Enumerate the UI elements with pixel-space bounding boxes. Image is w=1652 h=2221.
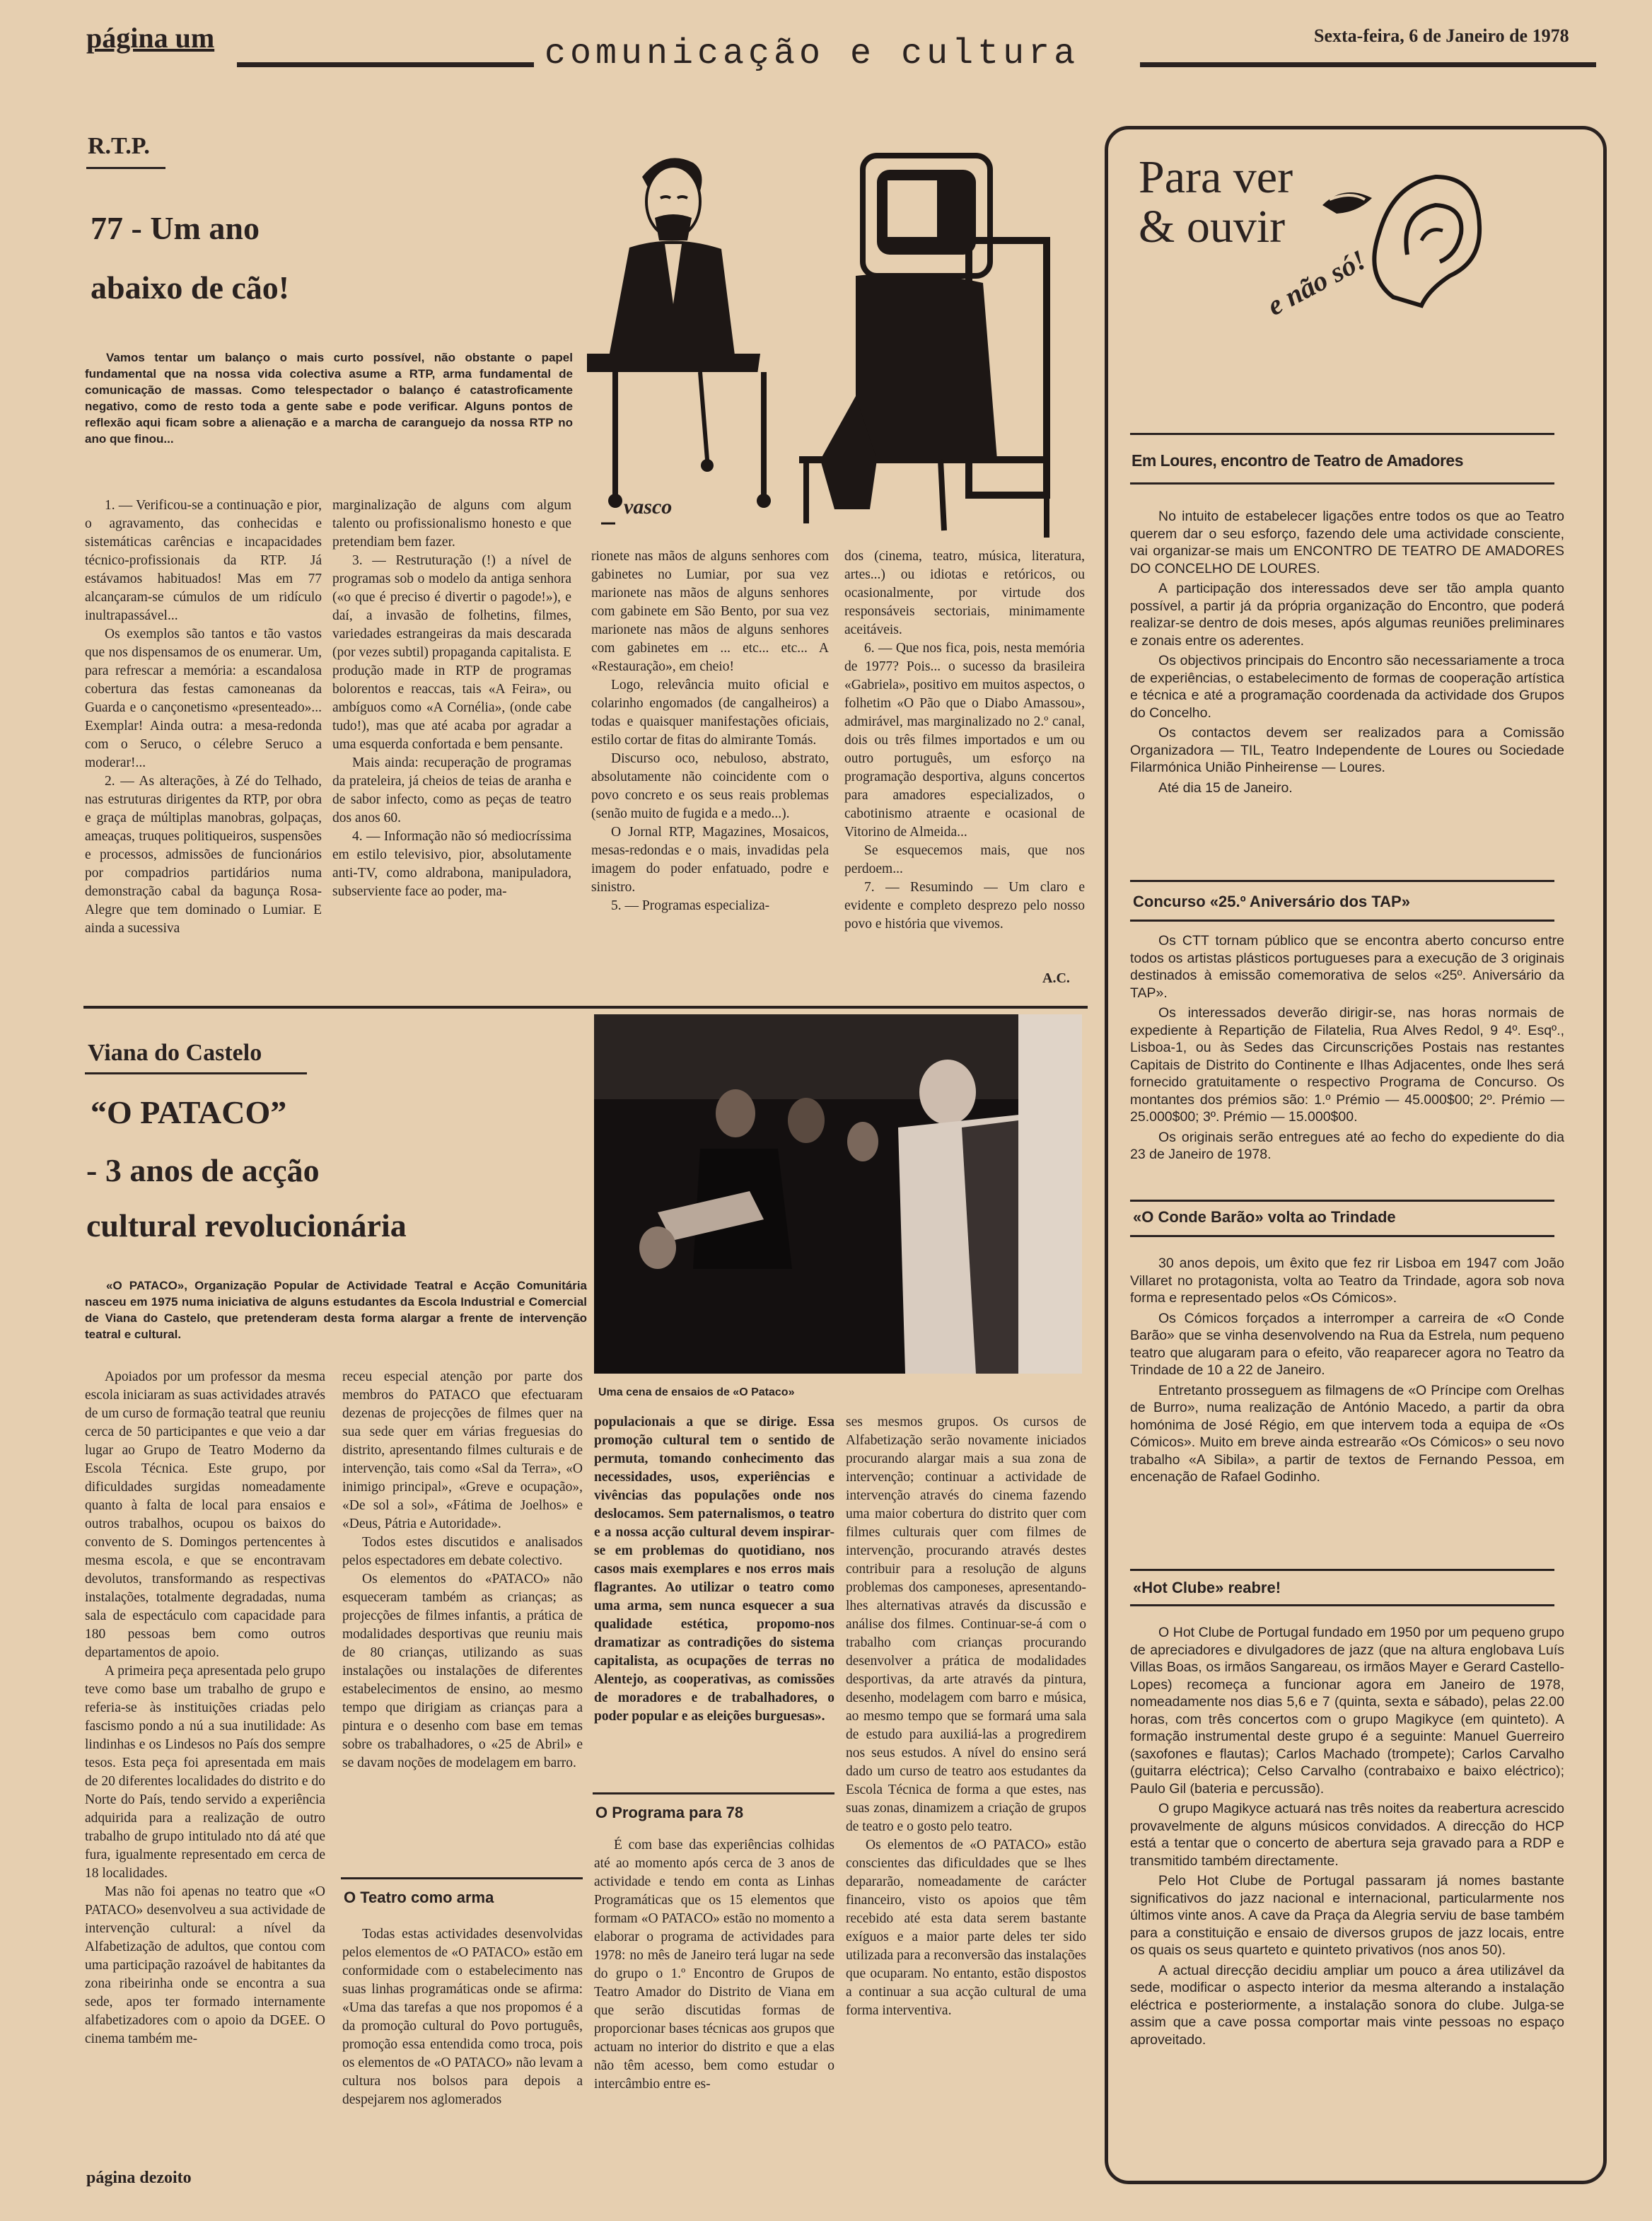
photo-scene bbox=[594, 1014, 1082, 1374]
pataco-c4-p: Os elementos de «O PATACO» estão conscientes das dificuldades que se lhes depararão, nomeadamente de carácter financeiro, visto os apoios que têm recebido até esta data serem bastante exíguos e a maior parte deles ter sido utilizada para a reconversão das instalações que ocuparam. No entanto, estão dispostos a continuar a sua acção cultural de uma forma interventiva. bbox=[846, 1838, 1086, 2018]
sidebar-rule-3b bbox=[1130, 1235, 1554, 1237]
rtp-c3-p: Discurso oco, nebuloso, abstrato, absolutamente não coincidente com o povo concreto e os seus reais problemas (senão muito de fugida e a medo...). bbox=[591, 751, 829, 821]
pataco-c2-p: receu especial atenção por parte dos membros do PATACO que efectuaram dezenas de projecções de filmes quer na sua sede quer em várias freguesias do distrito, apresentando filmes culturais e de intervenção, tais como «Sal da Terra», «O inimigo principal», «Greve e ocupação», «De sol a sol», «Fátima de Joelhos» e «Deus, Pátria e Autoridade». bbox=[342, 1369, 583, 1531]
header-section-title: comunicação e cultura bbox=[545, 34, 1080, 74]
pataco-col-3a bbox=[594, 1413, 834, 1726]
s2-p: Os interessados deverão dirigir-se, nas horas normais de expediente à Repartição de Filatelia, Rua Alves Redol, 9 4º. Esqº., Lisboa-1, ou às Sedes das Circunscrições Postais nas restantes Capitais de Distrito do Continente e Ilhas Adjacentes, onde lhes será fornecido gratuitamente o respectivo Programa de Concurso. Os montantes dos prémios são: 1.º Prémio — 45.000$00; 2º. Prémio — 25.000$00; 3º. Prémio — 15.000$00. bbox=[1130, 1005, 1564, 1125]
pataco-c4-p: ses mesmos grupos. Os cursos de Alfabetização serão novamente iniciados procurando alargar mais a sua zona de intervenção; continuar a actividade de intervenção através do cinema fazendo uma maior cobertura do distrito quer com filmes culturais quer com filmes de intervenção, procurando através destes contribuir para a resolução de alguns problemas dos camponeses, apresentando-lhes alternativas através da discussão e análise dos filmes. Continuar-se-á com o trabalho com crianças procurando desenvolver a prática de modalidades desportivas, da arte através da pintura, desenho, modelagem com barro e música, ao mesmo tempo que se formará uma sala de estudo para auxiliá-las a progredirem nos seus estudos. A nível do ensino será dado um curso de teatro aos estudantes da Escola Técnica de forma a que estes, nas suas zonas, dinamizem a criação de grupos de teatro e o gosto pelo teatro. bbox=[846, 1415, 1086, 1834]
header-page-label: página um bbox=[86, 22, 215, 54]
rtp-c4-p: 7. — Resumindo — Um claro e evidente e completo desprezo pelo nosso povo e história que vivemos. bbox=[844, 880, 1085, 932]
logo-line2: & ouvir bbox=[1139, 201, 1286, 253]
sidebar-rule-1 bbox=[1130, 433, 1554, 435]
sidebar-item-2-title: Concurso «25.º Aniversário dos TAP» bbox=[1133, 893, 1410, 910]
logo-line1: Para ver bbox=[1139, 151, 1293, 203]
rtp-c3-p: Logo, relevância muito oficial e colarinho engomados (de cangalheiros) a todas e quaisquer manifestações oficiais, estilo cortar de fitas do almirante Tomás. bbox=[591, 678, 829, 748]
s3-p: Entretanto prosseguem as filmagens de «O Príncipe com Orelhas de Burro», numa realização de António Macedo, a partir da obra homónima de José Régio, em que intervem toda a equipa de «Os Cómicos». Muito em breve ainda estrearão «Os Cómicos» o seu novo trabalho «A Sibila», a partir de textos de Fernando Pessoa, em encenação de Rafael Godinho. bbox=[1130, 1382, 1564, 1485]
sidebar-item-4-title: «Hot Clube» reabre! bbox=[1133, 1579, 1281, 1596]
s1-p: Os contactos devem ser realizados para a Comissão Organizadora — TIL, Teatro Independente de Loures ou Sociedade Filarmónica União Pinheirense — Loures. bbox=[1130, 725, 1564, 775]
rtp-c2-p: 3. — Restruturação (!) a nível de programas sob o modelo da antiga senhora («o que é preciso é divertir o pagode!»), e daí, a invasão de folhetins, filmes, variedades estrangeiras da mais descarada (por vezes subtil) propaganda capitalista. E produção made in RTP de programas bolorentos e reaccas, tais «A Feira», ou ambíguos como «A Cornélia», (onde cabe tudo!), mas que até acaba por agradar a uma esquerda confortada e bem pensante. bbox=[332, 553, 571, 752]
pataco-kicker-rule bbox=[85, 1072, 307, 1074]
s1-p: Os objectivos principais do Encontro são necessariamente a troca de experiências, o estabelecimento de formas de cooperação artística e técnica e até a programação coordenada da actividade dos Grupos do Concelho. bbox=[1130, 653, 1564, 721]
s1-p: No intuito de estabelecer ligações entre todos os que ao Teatro querem dar o seu esforço, fazendo dele uma actividade consciente, vai organizar-se mais um ENCONTRO DE TEATRO DE AMADORES DO CONCELHO DE LOURES. bbox=[1130, 509, 1564, 576]
rtp-title-line2: abaixo de cão! bbox=[91, 269, 290, 306]
mid-divider bbox=[83, 1006, 1088, 1009]
rtp-c3-p: O Jornal RTP, Magazines, Mosaicos, mesas-redondas e o mais, invadidas pela imagem do poder enfatuado, podre e sinistro. bbox=[591, 825, 829, 895]
header-rule-left bbox=[237, 62, 534, 67]
sidebar-rule-1b bbox=[1130, 482, 1554, 485]
sidebar-item-4-body bbox=[1130, 1624, 1564, 2051]
pataco-col-2a bbox=[342, 1368, 583, 1773]
rtp-col-3 bbox=[591, 547, 829, 915]
pataco-photo bbox=[594, 1014, 1082, 1374]
pataco-title-line3: cultural revolucionária bbox=[86, 1207, 407, 1243]
s1-p: A participação dos interessados deve ser tão ampla quanto possível, a partir já da própria organização do Encontro, que poderá realizar-se dentro de dois meses, após algumas reuniões preliminares e zonais entre os aderentes. bbox=[1130, 581, 1564, 649]
rtp-col-1 bbox=[85, 497, 322, 938]
s2-p: Os CTT tornam público que se encontra aberto concurso entre todos os artistas plásticos portugueses para a execução de 3 originais destinados à emissão comemorativa de selos «25º. Aniversário da TAP». bbox=[1130, 933, 1564, 1001]
s4-p: A actual direcção decidiu ampliar um pouco a área utilizável da sede, modificar o aspecto interior da mesma alterando a instalação eléctrica e posteriormente, a instalação sonora do clube. Julga-se assim que a cave possa comportar mais vinte pessoas no espaço aproveitado. bbox=[1130, 1962, 1564, 2048]
rtp-c4-p: Se esquecemos mais, que nos perdoem... bbox=[844, 843, 1085, 876]
pataco-col-1 bbox=[85, 1368, 325, 2048]
cartoon-signature: vasco bbox=[624, 495, 673, 518]
cartoon-tv-body bbox=[856, 274, 997, 460]
rtp-kicker-rule bbox=[86, 167, 165, 169]
sidebar-rule-3 bbox=[1130, 1200, 1554, 1202]
rtp-c2-p: 4. — Informação não só mediocríssima em estilo televisivo, pior, absolutamente anti-TV, como aldrabona, manipuladora, subserviente face ao poder, ma- bbox=[332, 829, 571, 899]
pataco-col-3b bbox=[594, 1836, 834, 2094]
pataco-c1-p: Apoiados por um professor da mesma escola iniciaram as suas actividades através de um curso de formação teatral que reuniu cerca de 50 participantes e que veio a dar lugar ao Grupo de Teatro Moderno da Escola Técnica. Este grupo, por dificuldades surgidas nomeadamente quanto à falta de local para ensaios e outros trabalhos, ocupou os baixos do convento de S. Domingos pertencentes à mesma escola, e que se encontravam devolutos, transformando as respectivas instalações, totalmente degradadas, numa sala de espectáculo com capacidade para 180 pessoas bem como outros departamentos de apoio. bbox=[85, 1369, 325, 1660]
sidebar-item-1-body bbox=[1130, 508, 1564, 799]
rtp-c2-p: Mais ainda: recuperação de programas da prateleira, já cheios de teias de aranha e de sabor infecto, como as peças de teatro dos anos 60. bbox=[332, 755, 571, 825]
s2-p: Os originais serão entregues até ao fecho do expediente do dia 23 de Janeiro de 1978. bbox=[1130, 1129, 1564, 1162]
rtp-lead: Vamos tentar um balanço o mais curto possível, não obstante o papel fundamental que na nossa vida colectiva asume a RTP, arma fundamental de comunicação de massas. Como telespectador o balanço é catastroficamente negativo, como de resto toda a gente sabe e pode verificar. Alguns pontos de reflexão aqui ficam sobre a alienação e a marcha de caranguejo da nossa RTP no ano que finou... bbox=[85, 351, 573, 446]
s4-p: O Hot Clube de Portugal fundado em 1950 por um pequeno grupo de apreciadores e divulgadores de jazz (que na altura englobava Luís Villas Boas, os irmãos Sangareau, os irmãos Mayer e Gerard Castello-Lopes) recomeça a funcionar agora em Janeiro de 1978, nomeadamente nos dias 5,6 e 7 (quinta, sexta e sábado), pelas 22.00 horas, com três concertos com o grupo Magikyce (em quinteto). A formação instrumental deste grupo é a seguinte: Manuel Guerreiro (saxofones e flautas); Carlos Machado (trompete); Carlos Carvalho (guitarra eléctrica); Celso Carvalho (contrabaixo e baixo eléctrico); Paulo Gil (bateria e percussão). bbox=[1130, 1625, 1564, 1797]
sidebar-item-2-body bbox=[1130, 932, 1564, 1166]
sidebar-rule-2 bbox=[1130, 880, 1554, 882]
rtp-col-2 bbox=[332, 497, 571, 901]
header-rule-right bbox=[1140, 62, 1596, 67]
ear-icon bbox=[1315, 156, 1485, 311]
s3-p: 30 anos depois, um êxito que fez rir Lisboa em 1947 com João Villaret no protagonista, volta ao Teatro da Trindade, agora sob nova forma e representado pelos «Os Cómicos». bbox=[1130, 1256, 1564, 1306]
cartoon-desk bbox=[587, 354, 760, 372]
sidebar-rule-2b bbox=[1130, 920, 1554, 922]
header-date: Sexta-feira, 6 de Janeiro de 1978 bbox=[1314, 25, 1569, 46]
pataco-c2b-p: Todas estas actividades desenvolvidas pelos elementos de «O PATACO» estão em conformidade com o estabelecimento nas suas linhas programáticas onde se afirma: «Uma das tarefas a que nos propomos é a da promoção cultural do Povo português, promoção essa entendida como troca, pois os elementos de «O PATACO» não levam a cultura nos bolsos para depois a despejarem nos aglomerados bbox=[342, 1927, 583, 2107]
pataco-subhead-1: O Teatro como arma bbox=[344, 1889, 494, 1906]
s4-p: Pelo Hot Clube de Portugal passaram já nomes bastante significativos do jazz nacional e internacional, particularmente nos últimos vinte anos. A cave da Praça da Alegria serviu de base também para a constituição e ensaio de diversos grupos de jazz locais, entre os quais os seus quarteto e quinteto privativos (nos anos 50). bbox=[1130, 1873, 1564, 1958]
sidebar-rule-4b bbox=[1130, 1604, 1554, 1606]
sub1-rule bbox=[341, 1877, 583, 1879]
rtp-signature: A.C. bbox=[1042, 970, 1070, 986]
logo-tag: e não só! bbox=[1262, 243, 1371, 322]
footer-page-label: página dezoito bbox=[86, 2169, 192, 2187]
pataco-c1-p: Mas não foi apenas no teatro que «O PATACO» desenvolveu a sua actividade de intervenção cultural: a nível da Alfabetização de adultos, que contou com uma participação razoável de habitantes da zona ribeirinha onde se encontra a sua sede, apos ter formado internamente alfabetizadores com o apoio da DGEE. O cinema também me- bbox=[85, 1884, 325, 2046]
pataco-c1-p: A primeira peça apresentada pelo grupo teve como base um trabalho de grupo e referia-se às instituições criadas pelo fascismo pondo a nú a sua inutilidade: As lindinhas e os Lindesos no País dos sempre tesos. Esta peça foi apresentada em mais de 20 diferentes localidades do distrito e do Norte do País, tendo servido a experiência adquirida para a realização de outro trabalho de grupo intitulado nto dá até que fura, igualmente representado em cerca de 18 localidades. bbox=[85, 1664, 325, 1881]
rtp-c1-p: 2. — As alterações, à Zé do Telhado, nas estruturas dirigentes da RTP, por obra e graça de múltiplas manobras, golpaças, ameaças, truques politiqueiros, suspensões e processos, admissões de funcionários por compadrios partidários numa demonstração cabal da bagunça Rosa-Alegre que tem dominado o Lumiar. E ainda a sucessiva bbox=[85, 774, 322, 936]
rtp-c1-p: 1. — Verificou-se a continuação e pior, o agravamento, das conhecidas e sistemáticas carências e incapacidades técnico-profissionais da RTP. Já estávamos habituados! Mas em 77 alcançaram-se cúmulos de um ridículo inultrapassável... bbox=[85, 498, 322, 623]
pataco-col-2b bbox=[342, 1925, 583, 2109]
pataco-col-4 bbox=[846, 1413, 1086, 2020]
rtp-c1-p: Os exemplos são tantos e tão vastos que nos dispensamos de os enumerar. Um, para refrescar a memória: a escandalosa cobertura das festas camoneanas da Guarda e o cançonetismo «presenteado»... Exemplar! Ainda outra: a mesa-redonda com o Seruco, o célebre Seruco a moderar!... bbox=[85, 627, 322, 770]
s4-p: O grupo Magikyce actuará nas três noites da reabertura acrescido provavelmente de alguns músicos convidados. A direcção do HCP está a tentar que o concerto de abertura seja gravado para a RDP e transmitido também directamente. bbox=[1130, 1801, 1564, 1869]
rtp-c2-p: marginalização de alguns com algum talento ou profissionalismo honesto e que pretendiam bem fazer. bbox=[332, 498, 571, 550]
pataco-title-line1: “O PATACO” bbox=[91, 1094, 287, 1130]
pataco-c3-p: populacionais a que se dirige. Essa promoção cultural tem o sentido de permuta, tomando conhecimento das necessidades, usos, experiências e vivências das populações onde nos deslocamos. Sem paternalismos, o teatro e a nossa acção cultural devem inspirar-se em problemas do quotidiano, nos casos mais exemplares e nos erros mais flagrantes. Ao utilizar o teatro como uma arma, sem nunca esquecer a sua qualidade estética, propomo-nos dramatizar as contradições do sistema capitalista, as ocupações de terras no Alentejo, as cooperativas, as comissões de moradores e de trabalhadores, o poder popular e as eleições burguesas». bbox=[594, 1415, 834, 1724]
rtp-col-4 bbox=[844, 547, 1085, 934]
sidebar-item-3-title: «O Conde Barão» volta ao Trindade bbox=[1133, 1208, 1396, 1226]
rtp-cartoon bbox=[587, 127, 1082, 545]
s3-p: Os Cómicos forçados a interromper a carreira de «O Conde Barão» que se vinha desenvolvendo na Rua da Estrela, num pequeno teatro que alugaram para o efeito, vão reaparecer agora no Teatro da Trindade de 10 a 22 de Janeiro. bbox=[1130, 1310, 1564, 1378]
pataco-title-line2: - 3 anos de acção bbox=[86, 1152, 320, 1188]
rtp-c4-p: dos (cinema, teatro, música, literatura, artes...) ou idiotas e retóricos, ou ocasionalmente, por virtude dos responsáveis sectoriais, minimamente aceitáveis. bbox=[844, 549, 1085, 637]
rtp-c3-p: 5. — Programas especializa- bbox=[611, 898, 770, 913]
rtp-c3-p: rionete nas mãos de alguns senhores com gabinetes no Lumiar, por sua vez marionete nas mãos de alguns senhores com gabinete em São Bento, por sua vez marionete nas mãos de alguns senhores com gabinetes em ... etc... etc... A «Restauração», em cheio! bbox=[591, 549, 829, 674]
pataco-c2-p: Todos estes discutidos e analisados pelos espectadores em debate colectivo. bbox=[342, 1535, 583, 1568]
rtp-title-line1: 77 - Um ano bbox=[91, 210, 260, 246]
sidebar-item-3-body bbox=[1130, 1255, 1564, 1489]
sidebar-rule-4 bbox=[1130, 1569, 1554, 1571]
pataco-lead: «O PATACO», Organização Popular de Actividade Teatral e Acção Comunitária nasceu em 1975 numa iniciativa de alguns estudantes da Escola Industrial e Comercial de Viana do Castelo, que pretenderam desta forma alargar a frente de intervenção teatral e cultural. bbox=[85, 1279, 587, 1341]
pataco-kicker: Viana do Castelo bbox=[88, 1040, 262, 1066]
photo-caption: Uma cena de ensaios de «O Pataco» bbox=[598, 1386, 795, 1398]
pataco-c2-p: Os elementos do «PATACO» não esqueceram também as crianças; as projecções de filmes infantis, a prática de modalidades desportivas que reuniu mais de 80 crianças, utilizando as suas instalações ou instalações de diferentes estabelecimentos de ensino, ao mesmo tempo que dirigiam as crianças para a pintura e o desenho com base em temas sobre os trabalhadores, o «25 de Abril» e se davam noções de modelagem em barro. bbox=[342, 1572, 583, 1770]
rtp-c4-p: 6. — Que nos fica, pois, nesta memória de 1977? Pois... o sucesso da brasileira «Gabriela», positivo em muitos aspectos, o folhetim «O Pão que o Diabo Amassou», admirável, mas marginalizado no 2.º canal, dois ou três filmes importados e um ou outro português, um esforço na programação desportiva, alguns concertos para amadores especializados, o cabotinismo atraente e ocasional de Vitorino de Almeida... bbox=[844, 641, 1085, 840]
pataco-c3b-p: É com base das experiências colhidas até ao momento após cerca de 3 anos de actividade e tendo em conta as Linhas Programáticas que os 15 elementos que formam «O PATACO» estão no momento a elaborar o programa de actividades para 1978: no mês de Janeiro terá lugar na sede do grupo o 1.º Encontro de Grupos de Teatro Amador do Distrito de Viana em que serão discutidas formas de proporcionar bases técnicas aos grupos que actuam no interior do distrito e que a elas não têm acesso, bem como estudar o intercâmbio entre es- bbox=[594, 1838, 834, 2092]
sub2-topline bbox=[593, 1792, 834, 1794]
sidebar-item-1-title: Em Loures, encontro de Teatro de Amadores bbox=[1132, 451, 1463, 470]
s1-p: Até dia 15 de Janeiro. bbox=[1158, 779, 1293, 796]
rtp-kicker: R.T.P. bbox=[88, 133, 150, 159]
pataco-subhead-2: O Programa para 78 bbox=[595, 1804, 744, 1821]
